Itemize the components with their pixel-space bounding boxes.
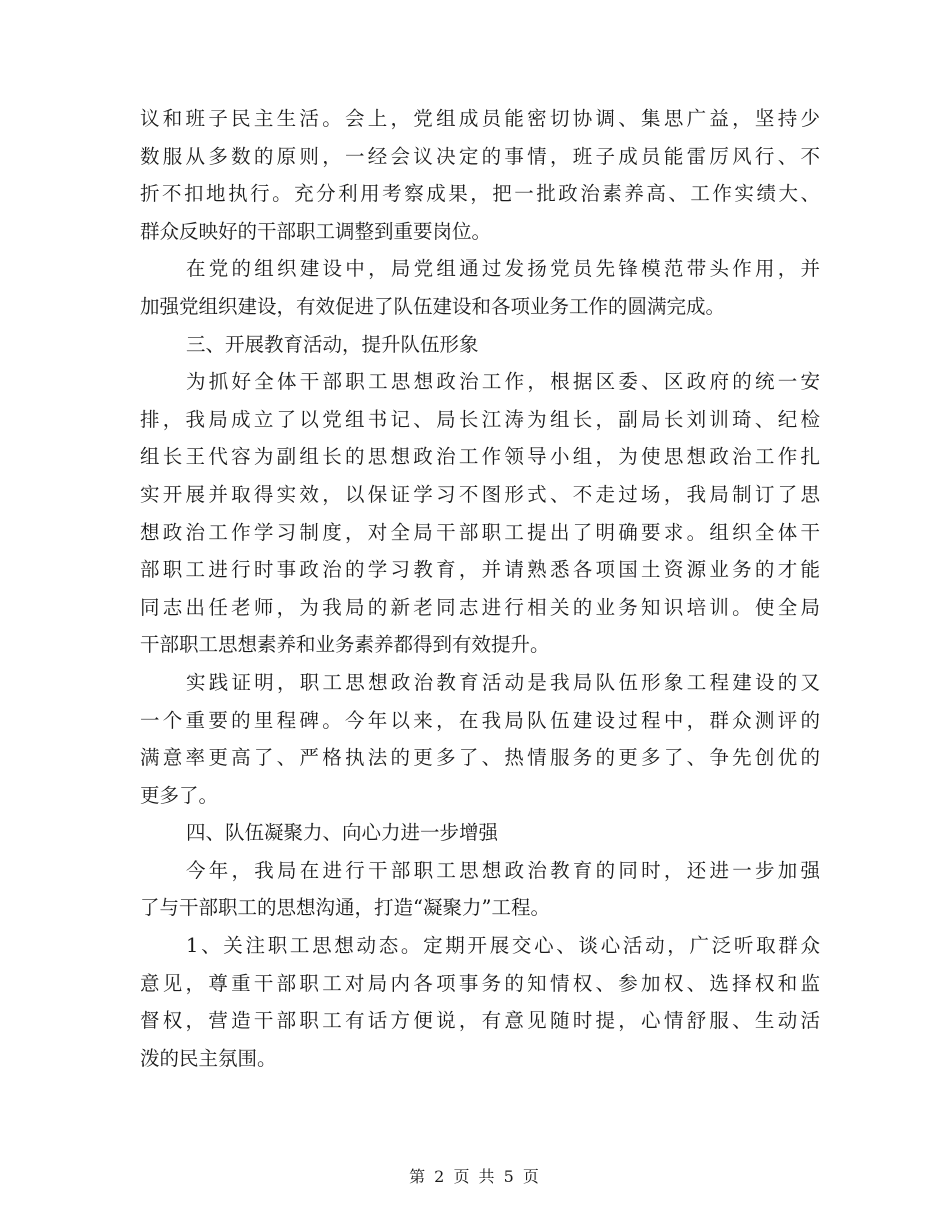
text-line: 折不扣地执行。充分利用考察成果，把一批政治素养高、工作实绩大、 (140, 182, 820, 206)
text-line: 意见，尊重干部职工对局内各项事务的知情权、参加权、选择权和监 (140, 971, 820, 995)
text-line: 议和班子民主生活。会上，党组成员能密切协调、集思广益，坚持少 (140, 107, 820, 130)
text-line: 数服从多数的原则，一经会议决定的事情，班子成员能雷厉风行、不 (140, 144, 820, 168)
text-line: 部职工进行时事政治的学习教育，并请熟悉各项国土资源业务的才能 (140, 558, 820, 582)
text-line: 想政治工作学习制度，对全局干部职工提出了明确要求。组织全体干 (140, 520, 820, 544)
text-line: 泼的民主氛围。 (140, 1046, 277, 1070)
text-line: 四、队伍凝聚力、向心力进一步增强 (186, 821, 499, 845)
text-line: 实践证明，职工思想政治教育活动是我局队伍形象工程建设的又 (186, 670, 820, 694)
text-line: 干部职工思想素养和业务素养都得到有效提升。 (140, 633, 550, 657)
text-line: 实开展并取得实效，以保证学习不图形式、不走过场，我局制订了思 (140, 482, 820, 506)
text-line: 今年，我局在进行干部职工思想政治教育的同时，还进一步加强 (186, 858, 820, 882)
text-line: 满意率更高了、严格执法的更多了、热情服务的更多了、争先创优的 (140, 746, 820, 770)
text-line: 1、关注职工思想动态。定期开展交心、谈心活动，广泛听取群众 (186, 934, 820, 958)
text-line: 一个重要的里程碑。今年以来，在我局队伍建设过程中，群众测评的 (140, 708, 820, 732)
document-body (140, 100, 820, 1077)
text-line: 更多了。 (140, 783, 219, 807)
text-line: 群众反映好的干部职工调整到重要岗位。 (140, 219, 492, 243)
text-line: 同志出任老师，为我局的新老同志进行相关的业务知识培训。使全局 (140, 595, 820, 619)
text-line: 加强党组织建设，有效促进了队伍建设和各项业务工作的圆满完成。 (140, 294, 726, 318)
text-line: 督权，营造干部职工有话方便说，有意见随时提，心情舒服、生动活 (140, 1009, 820, 1033)
text-line: 组长王代容为副组长的思想政治工作领导小组，为使思想政治工作扎 (140, 445, 820, 469)
text-line: 在党的组织建设中，局党组通过发扬党员先锋模范带头作用，并 (186, 257, 820, 281)
text-line: 为抓好全体干部职工思想政治工作，根据区委、区政府的统一安 (186, 370, 820, 394)
text-line: 三、开展教育活动，提升队伍形象 (186, 332, 479, 356)
text-line: 了与干部职工的思想沟通，打造“凝聚力”工程。 (140, 896, 550, 920)
text-line: 排，我局成立了以党组书记、局长江涛为组长，副局长刘训琦、纪检 (140, 407, 820, 431)
page-number-footer: 第 2 页 共 5 页 (409, 1167, 541, 1186)
